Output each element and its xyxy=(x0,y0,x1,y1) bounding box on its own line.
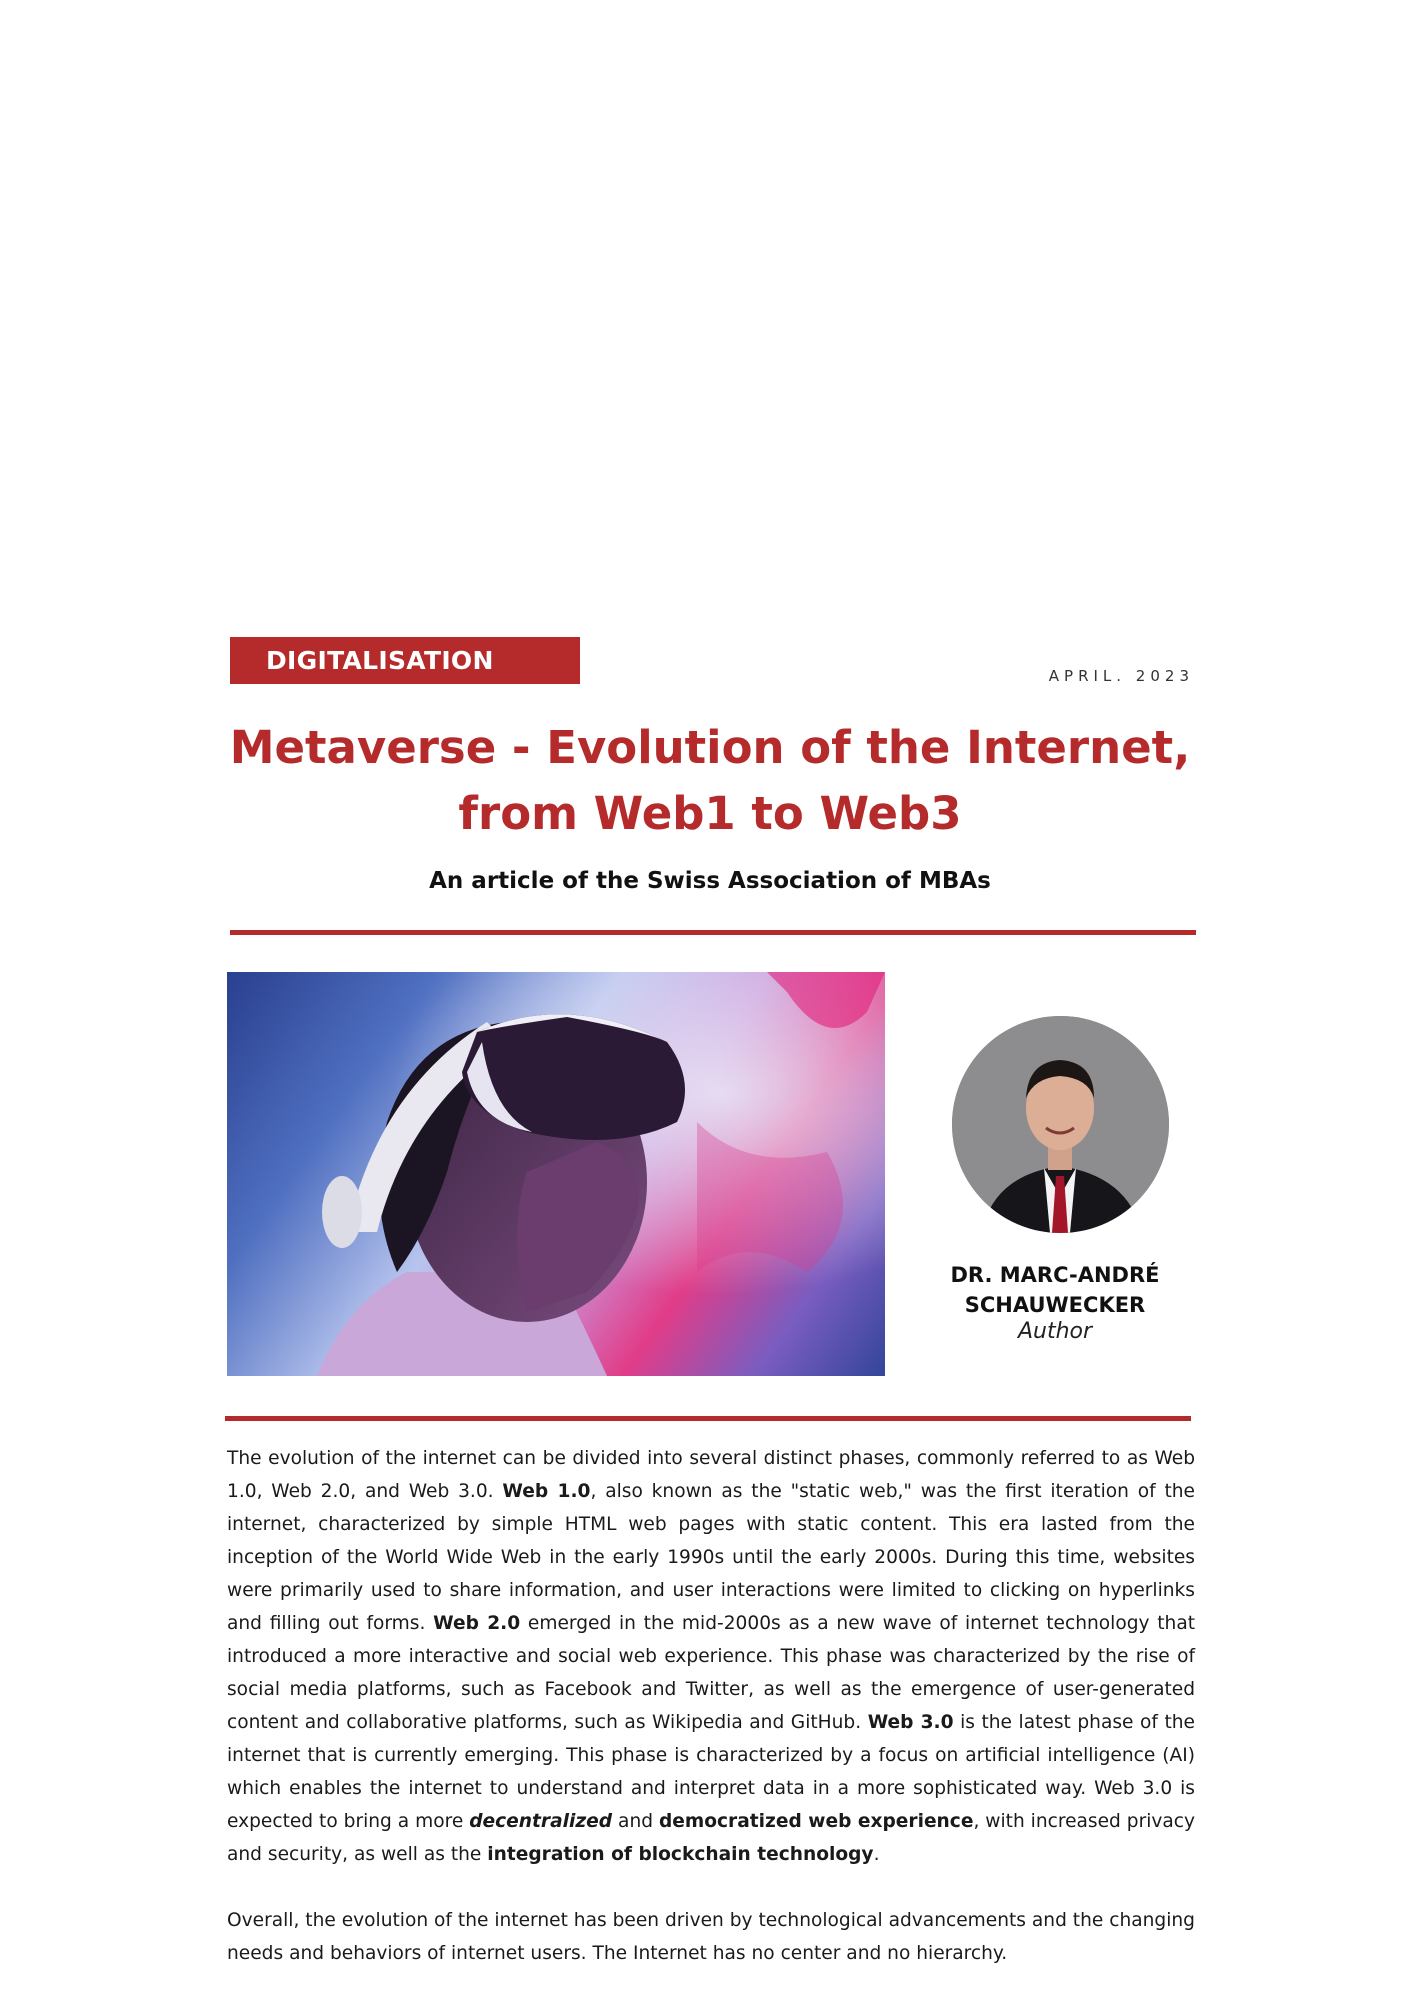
text-segment: is the latest phase of the internet that is currently emerging. This phase is characterized by a focus on artificial intelligence (AI) which enables the internet to understand and interpret data in a more sophisticated way. Web 3.0 is expected to bring a more xyxy=(227,1712,1195,1832)
hero-image-vr-headset xyxy=(227,972,885,1376)
text-segment: , with increased privacy and security, as well as the xyxy=(227,1811,1196,1865)
divider-bottom xyxy=(225,1416,1191,1421)
emphasis-democratized: democratized web experience xyxy=(658,1811,974,1832)
author-avatar xyxy=(952,1016,1169,1233)
emphasis-web1: Web 1.0 xyxy=(502,1481,591,1502)
emphasis-web3: Web 3.0 xyxy=(867,1712,954,1733)
text-segment: emerged in the mid-2000s as a new wave of internet technology that introduced a more interactive and social web experience. This phase was characterized by the rise of social media platforms, such as Facebook and Twitter, as well as the emergence of user-generated content and collaborative platforms, such as Wikipedia and GitHub. xyxy=(227,1613,1196,1733)
vr-person-illustration xyxy=(227,972,885,1376)
title-line-1: Metaverse - Evolution of the Internet, xyxy=(229,721,1191,774)
article-title xyxy=(200,715,1220,847)
text-segment: The evolution of the internet can be divided into several distinct phases, commonly referred to as Web 1.0, Web 2.0, and Web 3.0. xyxy=(227,1448,1195,1502)
text-segment: . xyxy=(873,1844,880,1865)
publication-date: APRIL. 2023 xyxy=(1048,667,1194,685)
divider-top xyxy=(230,930,1196,935)
body-paragraph-1 xyxy=(227,1442,1195,1871)
article-body xyxy=(227,1442,1195,2000)
author-name xyxy=(900,1260,1210,1320)
text-segment: and xyxy=(612,1811,659,1832)
author-name-line-2: SCHAUWECKER xyxy=(964,1293,1146,1317)
emphasis-decentralized: decentralized xyxy=(469,1811,613,1832)
author-portrait xyxy=(952,1016,1169,1233)
article-subtitle: An article of the Swiss Association of MBAs xyxy=(429,868,991,894)
text-segment: , also known as the "static web," was the first iteration of the internet, characterized by simple HTML web pages with static content. This era lasted from the inception of the World Wide Web in the early 1990s until the early 2000s. During this time, websites were primarily used to share information, and user interactions were limited to clicking on hyperlinks and filling out forms. xyxy=(227,1481,1195,1634)
emphasis-web2: Web 2.0 xyxy=(433,1613,521,1634)
title-line-2: from Web1 to Web3 xyxy=(458,787,962,840)
category-badge: DIGITALISATION xyxy=(230,637,580,684)
emphasis-blockchain: integration of blockchain technology xyxy=(487,1844,874,1865)
body-paragraph-2: Overall, the evolution of the internet has been driven by technological advancements and the changing needs and behaviors of internet users. The Internet has no center and no hierarchy. xyxy=(227,1910,1195,1964)
author-name-line-1: DR. MARC-ANDRÉ xyxy=(950,1263,1160,1287)
author-role: Author xyxy=(1017,1319,1093,1344)
